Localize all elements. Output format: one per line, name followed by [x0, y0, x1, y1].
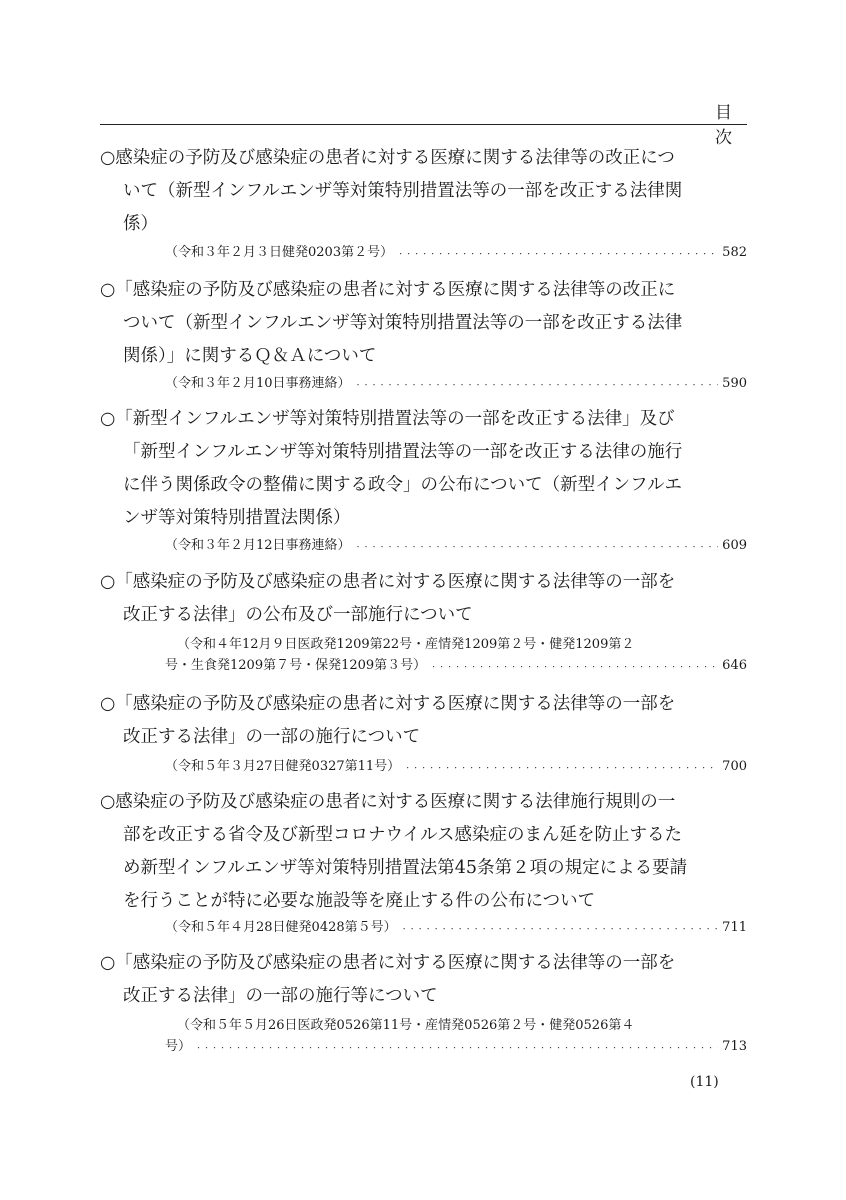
toc-entry-title[interactable]	[100, 566, 720, 632]
reference-text: （令和４年12月９日医政発1209第22号・産情発1209第２号・健発1209第２	[177, 637, 635, 652]
toc-entry-line: に伴う関係政令の整備に関する政令」の公布について（新型インフルエ	[123, 475, 682, 495]
toc-entry-line: ○「感染症の予防及び感染症の患者に対する医療に関する法律等の一部を	[100, 572, 676, 592]
page-number[interactable]: 590	[722, 376, 747, 391]
toc-entry-line: 改正する法律」の公布及び一部施行について	[123, 605, 473, 625]
toc-entry-line: 係）	[123, 214, 158, 234]
reference-text: （令和３年２月３日健発0203第２号）	[165, 245, 394, 260]
toc-entry-title[interactable]	[100, 274, 720, 373]
toc-entry-line: ついて（新型インフルエンザ等対策特別措置法等の一部を改正する法律	[123, 313, 683, 333]
toc-entry-line: ○「新型インフルエンザ等対策特別措置法等の一部を改正する法律」及び	[100, 409, 675, 429]
leader-dots	[430, 655, 718, 678]
page-number[interactable]: 609	[722, 538, 747, 553]
page-number[interactable]: 646	[722, 658, 747, 673]
toc-entry-line: ○「感染症の予防及び感染症の患者に対する医療に関する法律等の一部を	[100, 694, 676, 714]
toc-entry-line: ○感染症の予防及び感染症の患者に対する医療に関する法律施行規則の一	[100, 792, 676, 812]
toc-entry-reference	[165, 756, 747, 779]
reference-text: （令和５年３月27日健発0327第11号）	[165, 759, 401, 774]
toc-entry-reference	[165, 1015, 747, 1059]
toc-entry-line: ンザ等対策特別措置法関係）	[123, 508, 351, 528]
reference-text: （令和３年２月10日事務連絡）	[165, 376, 351, 391]
toc-entry-title[interactable]	[100, 403, 720, 535]
leader-dots	[401, 917, 719, 940]
toc-entry-line: を行うことが特に必要な施設等を廃止する件の公布について	[123, 891, 596, 911]
header-divider	[100, 124, 747, 125]
page-header-title: 目 次	[715, 103, 777, 148]
reference-text: （令和３年２月12日事務連絡）	[165, 538, 351, 553]
page-folio: (11)	[690, 1074, 719, 1090]
toc-entry-title[interactable]	[100, 142, 720, 241]
toc-entry-title[interactable]	[100, 947, 720, 1013]
toc-entry-reference	[165, 917, 747, 940]
toc-entry-line: 部を改正する省令及び新型コロナウイルス感染症のまん延を防止するた	[123, 825, 682, 845]
leader-dots	[397, 242, 718, 265]
toc-entry-line: 改正する法律」の一部の施行等について	[123, 986, 438, 1006]
toc-entry-title[interactable]	[100, 688, 720, 754]
toc-entry-line: いて（新型インフルエンザ等対策特別措置法等の一部を改正する法律関	[123, 181, 683, 201]
reference-text: （令和５年４月28日健発0428第５号）	[165, 920, 397, 935]
page-number[interactable]: 700	[722, 759, 747, 774]
leader-dots	[355, 373, 719, 396]
toc-entry-title[interactable]	[100, 786, 720, 918]
page-number[interactable]: 582	[722, 245, 747, 260]
toc-entry-line: 「新型インフルエンザ等対策特別措置法等の一部を改正する法律の施行	[123, 442, 683, 462]
reference-text: （令和５年５月26日医政発0526第11号・産情発0526第２号・健発0526第４	[177, 1018, 635, 1033]
toc-entry-line: ○「感染症の予防及び感染症の患者に対する医療に関する法律等の改正に	[100, 280, 676, 300]
reference-text: 号）	[165, 1039, 192, 1054]
toc-entry-reference	[165, 242, 747, 265]
toc-entry-line: め新型インフルエンザ等対策特別措置法第45条第２項の規定による要請	[123, 858, 688, 878]
page-number[interactable]: 713	[722, 1039, 747, 1054]
leader-dots	[404, 756, 718, 779]
toc-entry-line: ○感染症の予防及び感染症の患者に対する医療に関する法律等の改正につ	[100, 148, 675, 168]
reference-text: 号・生食発1209第７号・保発1209第３号）	[165, 658, 427, 673]
toc-entry-reference	[165, 634, 747, 678]
leader-dots	[195, 1036, 718, 1059]
toc-entry-line: 改正する法律」の一部の施行について	[123, 727, 421, 747]
page-number[interactable]: 711	[722, 920, 747, 935]
toc-entry-line: 関係）」に関するＱ＆Ａについて	[123, 346, 377, 366]
toc-entry-reference	[165, 535, 747, 558]
leader-dots	[355, 535, 719, 558]
toc-entry-line: ○「感染症の予防及び感染症の患者に対する医療に関する法律等の一部を	[100, 953, 676, 973]
toc-entry-reference	[165, 373, 747, 396]
